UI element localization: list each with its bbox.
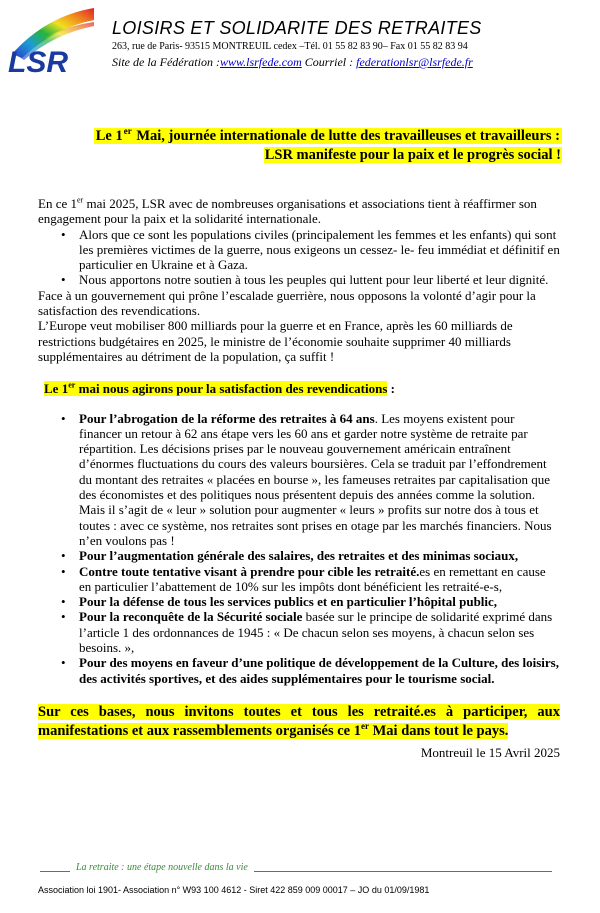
list-item: • Alors que ce sont les populations civiles (principalement les femmes et les enfants) qui sont les premières victimes de la guerre, nous exigeons un cessez- le- feu immédiat et définitif en particulier en Ukraine et à Gaza. <box>38 227 560 273</box>
org-name: LOISIRS ET SOLIDARITE DES RETRAITES <box>112 18 482 38</box>
intro-paragraph: En ce 1er mai 2025, LSR avec de nombreuses organisations et associations tient à réaffirmer son engagement pour la paix et la solidarité internationale. <box>38 195 537 227</box>
list-item: • Pour la défense de tous les services publics et en particulier l’hôpital public, <box>38 594 560 609</box>
document-body <box>38 196 560 760</box>
demands-list <box>38 411 560 686</box>
list-item: • Pour l’augmentation générale des salaires, des retraites et des minimas sociaux, <box>38 548 560 563</box>
lsr-logo <box>6 6 96 80</box>
list-item: • Contre toute tentative visant à prendre pour cible les retraité.es en remettant en cause en particulier l’abattement de 10% sur les impôts dont bénéficient les retraité-e-s, <box>38 564 560 595</box>
paragraph: Face à un gouvernement qui prône l’escalade guerrière, nous opposons la volonté d’agir pour la satisfaction des revendications. <box>38 287 536 319</box>
paragraph: L’Europe veut mobiliser 800 milliards pour la guerre et en France, après les 60 milliards de restrictions budgétaires en 2025, le ministre de l’économie souhaite supprimer 40 milliards supplémentaires au détriment de la population, ça suffit ! <box>38 318 513 364</box>
org-address: 263, rue de Paris- 93515 MONTREUIL cedex –Tél. 01 55 82 83 90– Fax 01 55 82 83 94 <box>112 41 468 52</box>
intro-bullets <box>38 227 560 288</box>
org-contact <box>112 55 473 70</box>
site-label: Site de la Fédération : <box>112 55 220 69</box>
list-item: • Pour des moyens en faveur d’une politique de développement de la Culture, des loisirs, des activités sportives, et des aides supplémentaires pour le tourisme social. <box>38 655 560 686</box>
document-date: Montreuil le 15 Avril 2025 <box>420 744 560 760</box>
page-title: Le 1er Mai, journée internationale de lutte des travailleuses et travailleurs : LSR manifeste pour la paix et le progrès social ! <box>95 126 561 163</box>
mail-link[interactable]: federationlsr@lsrfede.fr <box>356 55 473 69</box>
mail-label: Courriel : <box>301 55 357 69</box>
closing-call: Sur ces bases, nous invitons toutes et tous les retraité.es à participer, aux manifestations et aux rassemblements organisés ce 1er Mai dans tout le pays. <box>38 703 560 739</box>
list-item: • Pour la reconquête de la Sécurité sociale basée sur le principe de solidarité exprimé dans l’article 1 des ordonnances de 1945 : « De chacun selon ses moyens, à chacun selon ses besoins. », <box>38 609 560 655</box>
site-link[interactable]: www.lsrfede.com <box>219 55 302 69</box>
demands-heading: Le 1er mai nous agirons pour la satisfaction des revendications : <box>44 380 395 397</box>
footer-tagline: La retraite : une étape nouvelle dans la vie <box>70 862 254 873</box>
logo-text: LSR <box>8 46 68 79</box>
footer-legal: Association loi 1901- Association n° W93 100 4612 - Siret 422 859 009 00017 – JO du 01/09/1981 <box>38 885 430 895</box>
list-item: • Pour l’abrogation de la réforme des retraites à 64 ans. Les moyens existent pour financer un retour à 62 ans étape vers les 60 ans et garder notre système de retraite par répartition. Les décisions prises par le nouveau gouvernement américain entraînent d’énormes fluctuations du cours des valeurs boursières. Cela se traduit par l’effondrement du montant des retraites « placées en bourse », les fameuses retraites par capitalisation que des économistes et des politiques nous présentent depuis des années comme la solution. Mais il s’agit de « leur » solution pour augmenter « leurs » profits sur notre dos à tous et toutes : avec ce système, nos retraites sont prises en otage par les marchés financiers. Nous n’en voulons pas ! <box>38 411 560 549</box>
list-item: • Nous apportons notre soutien à tous les peuples qui luttent pour leur liberté et leur dignité. <box>38 272 560 287</box>
